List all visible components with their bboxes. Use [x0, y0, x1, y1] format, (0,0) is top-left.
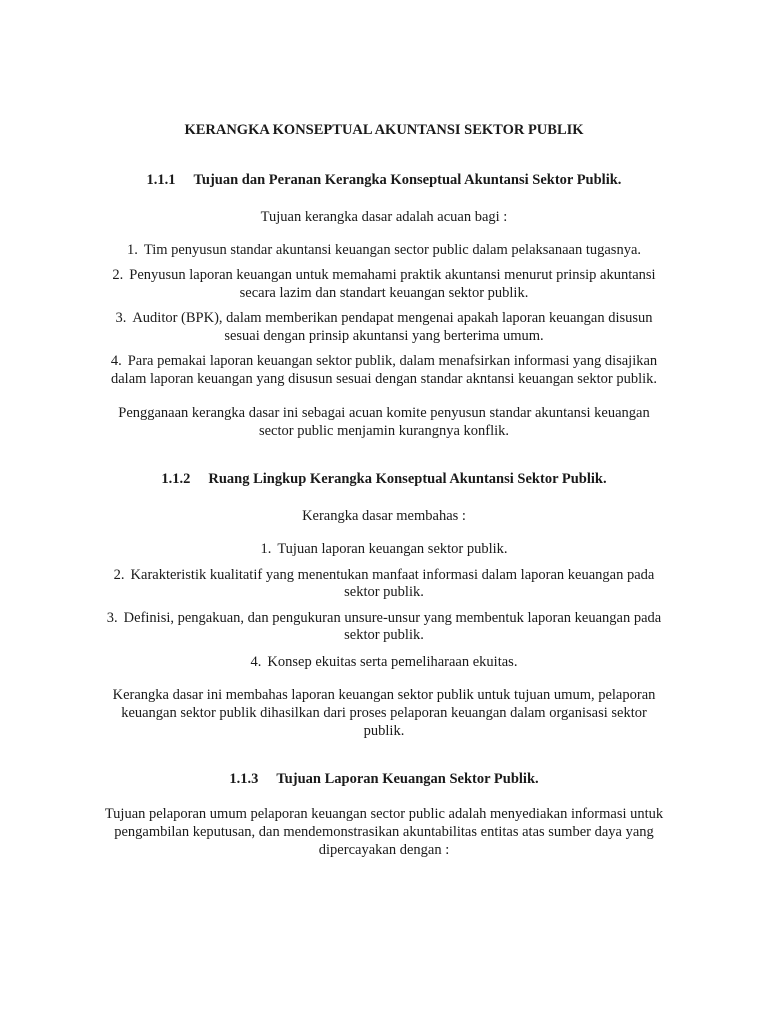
list-item-continuation: secara lazim dan standart keuangan sektor publik.	[239, 285, 529, 301]
section-number: 1.1.3	[229, 771, 259, 787]
list-item-text: Konsep ekuitas serta pemeliharaan ekuitas.	[267, 654, 518, 670]
section-closing: Kerangka dasar ini membahas laporan keuangan sektor publik untuk tujuan umum, pelaporan	[112, 687, 656, 703]
section-paragraph: Tujuan pelaporan umum pelaporan keuangan sector public adalah menyediakan informasi untuk	[104, 806, 664, 822]
section-number: 1.1.1	[146, 172, 176, 188]
list-item	[60, 309, 708, 327]
list-item-number: 3.	[115, 310, 127, 326]
section-closing: sector public menjamin kurangnya konflik.	[258, 423, 510, 439]
section-closing: publik.	[363, 723, 405, 739]
section-heading-text: Tujuan dan Peranan Kerangka Konseptual Akuntansi Sektor Publik.	[193, 172, 622, 188]
list-item-continuation: sektor publik.	[344, 584, 424, 600]
list-item-text: Tujuan laporan keuangan sektor publik.	[277, 541, 508, 557]
list-item-number: 2.	[112, 267, 124, 283]
list-item	[60, 566, 708, 584]
list-item-number: 3.	[106, 610, 118, 626]
list-item	[60, 266, 708, 284]
list-item-text: Tim penyusun standar akuntansi keuangan sector public dalam pelaksanaan tugasnya.	[143, 242, 642, 258]
list-item-continuation: dalam laporan keuangan yang disusun sesuai dengan standar akntansi keuangan sektor publik.	[110, 371, 657, 387]
section-closing: Pengganaan kerangka dasar ini sebagai acuan komite penyusun standar akuntansi keuangan	[118, 405, 650, 421]
list-item-text: Definisi, pengakuan, dan pengukuran unsure-unsur yang membentuk laporan keuangan pada	[123, 610, 662, 626]
list-item-text: Para pemakai laporan keuangan sektor publik, dalam menafsirkan informasi yang disajikan	[127, 353, 658, 369]
list-item-number: 1.	[260, 541, 272, 557]
list-item-text: Auditor (BPK), dalam memberikan pendapat mengenai apakah laporan keuangan disusun	[132, 310, 653, 326]
document-title: KERANGKA KONSEPTUAL AKUNTANSI SEKTOR PUBLIK	[184, 122, 584, 138]
section-intro: Kerangka dasar membahas :	[302, 508, 466, 524]
list-item-text: Karakteristik kualitatif yang menentukan manfaat informasi dalam laporan keuangan pada	[130, 567, 655, 583]
section-paragraph: pengambilan keputusan, dan mendemonstrasikan akuntabilitas entitas atas sumber daya yang	[114, 824, 654, 840]
list-item-continuation: sesuai dengan prinsip akuntansi yang berterima umum.	[224, 328, 544, 344]
section-closing: keuangan sektor publik dihasilkan dari proses pelaporan keuangan dalam organisasi sektor	[121, 705, 647, 721]
list-item-number: 4.	[110, 353, 122, 369]
section-paragraph: dipercayakan dengan :	[318, 842, 450, 858]
list-item	[60, 653, 708, 671]
list-item-number: 1.	[126, 242, 138, 258]
list-item-continuation: sektor publik.	[344, 627, 424, 643]
list-item	[40, 352, 728, 370]
list-item-text: Penyusun laporan keuangan untuk memahami praktik akuntansi menurut prinsip akuntansi	[129, 267, 656, 283]
list-item	[60, 540, 708, 558]
list-item	[60, 241, 708, 259]
list-item-number: 2.	[113, 567, 125, 583]
list-item-number: 4.	[250, 654, 262, 670]
section-heading-1-1-3	[60, 770, 708, 788]
section-heading-1-1-2	[60, 470, 708, 488]
section-number: 1.1.2	[161, 471, 191, 487]
section-heading-text: Ruang Lingkup Kerangka Konseptual Akuntansi Sektor Publik.	[208, 471, 607, 487]
section-heading-text: Tujuan Laporan Keuangan Sektor Publik.	[276, 771, 539, 787]
section-intro: Tujuan kerangka dasar adalah acuan bagi :	[260, 209, 508, 225]
section-heading-1-1-1	[60, 171, 708, 189]
list-item	[60, 609, 708, 627]
